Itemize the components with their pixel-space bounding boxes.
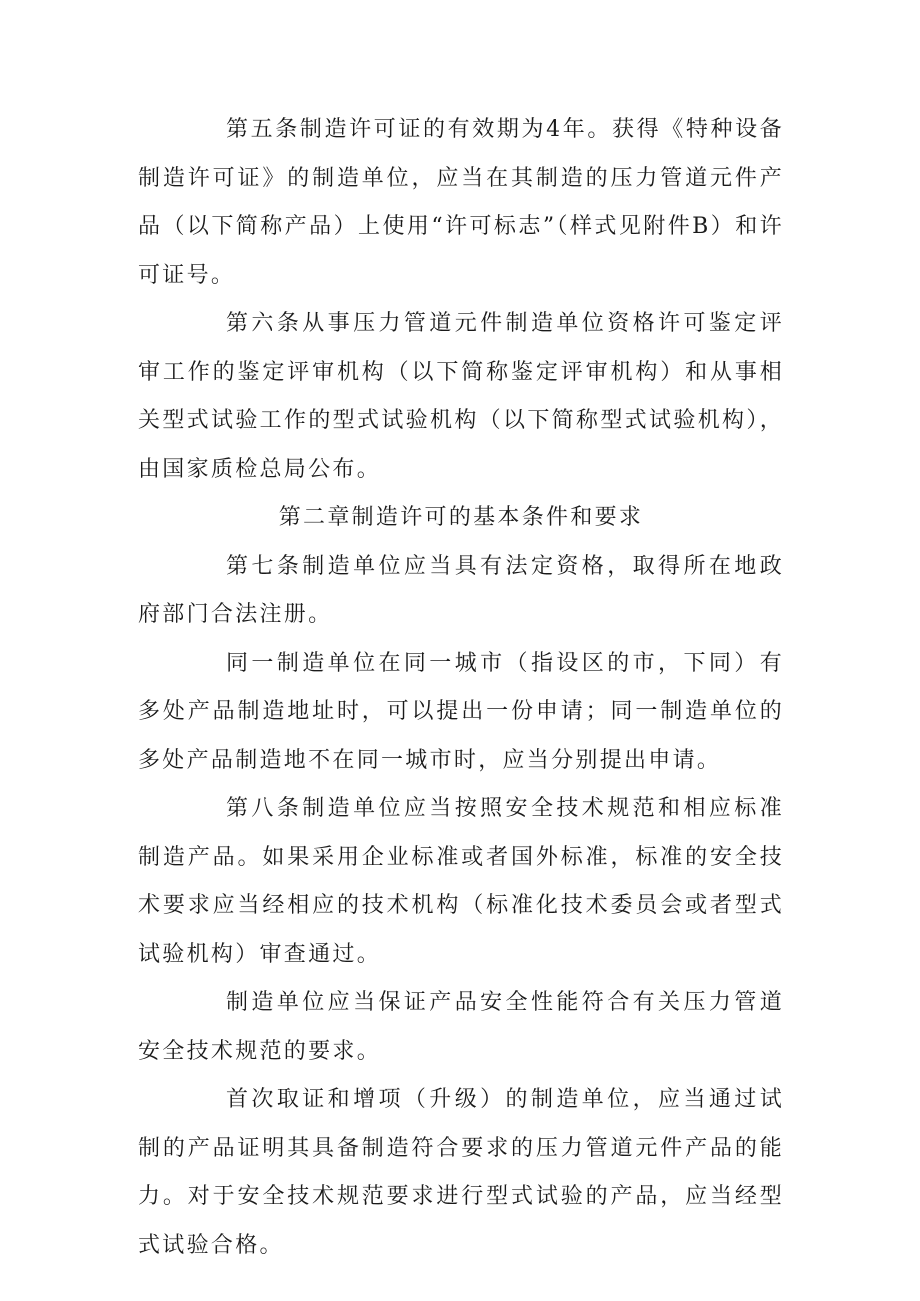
article-5-paragraph: 第五条制造许可证的有效期为4年。获得《特种设备制造许可证》的制造单位，应当在其制造的压力管道元件产品（以下简称产品）上使用“许可标志”（样式见附件B）和许可证号。 [138, 117, 784, 288]
document-body [138, 106, 784, 1270]
article-8-paragraph: 第八条制造单位应当按照安全技术规范和相应标准制造产品。如果采用企业标准或者国外标准，标准的安全技术要求应当经相应的技术机构（标准化技术委员会或者型式试验机构）审查通过。 [138, 796, 784, 967]
article-6-paragraph: 第六条从事压力管道元件制造单位资格许可鉴定评审工作的鉴定评审机构（以下简称鉴定评审机构）和从事相关型式试验工作的型式试验机构（以下简称型式试验机构），由国家质检总局公布。 [138, 311, 784, 482]
chapter-2-heading: 第二章制造许可的基本条件和要求 [278, 505, 644, 530]
article-8-paragraph-3: 首次取证和增项（升级）的制造单位，应当通过试制的产品证明其具备制造符合要求的压力管道元件产品的能力。对于安全技术规范要求进行型式试验的产品，应当经型式试验合格。 [138, 1087, 784, 1258]
article-7-paragraph-2: 同一制造单位在同一城市（指设区的市，下同）有多处产品制造地址时，可以提出一份申请；同一制造单位的多处产品制造地不在同一城市时，应当分别提出申请。 [138, 650, 784, 773]
article-7-paragraph: 第七条制造单位应当具有法定资格，取得所在地政府部门合法注册。 [138, 553, 784, 627]
article-8-paragraph-2: 制造单位应当保证产品安全性能符合有关压力管道安全技术规范的要求。 [138, 990, 784, 1064]
